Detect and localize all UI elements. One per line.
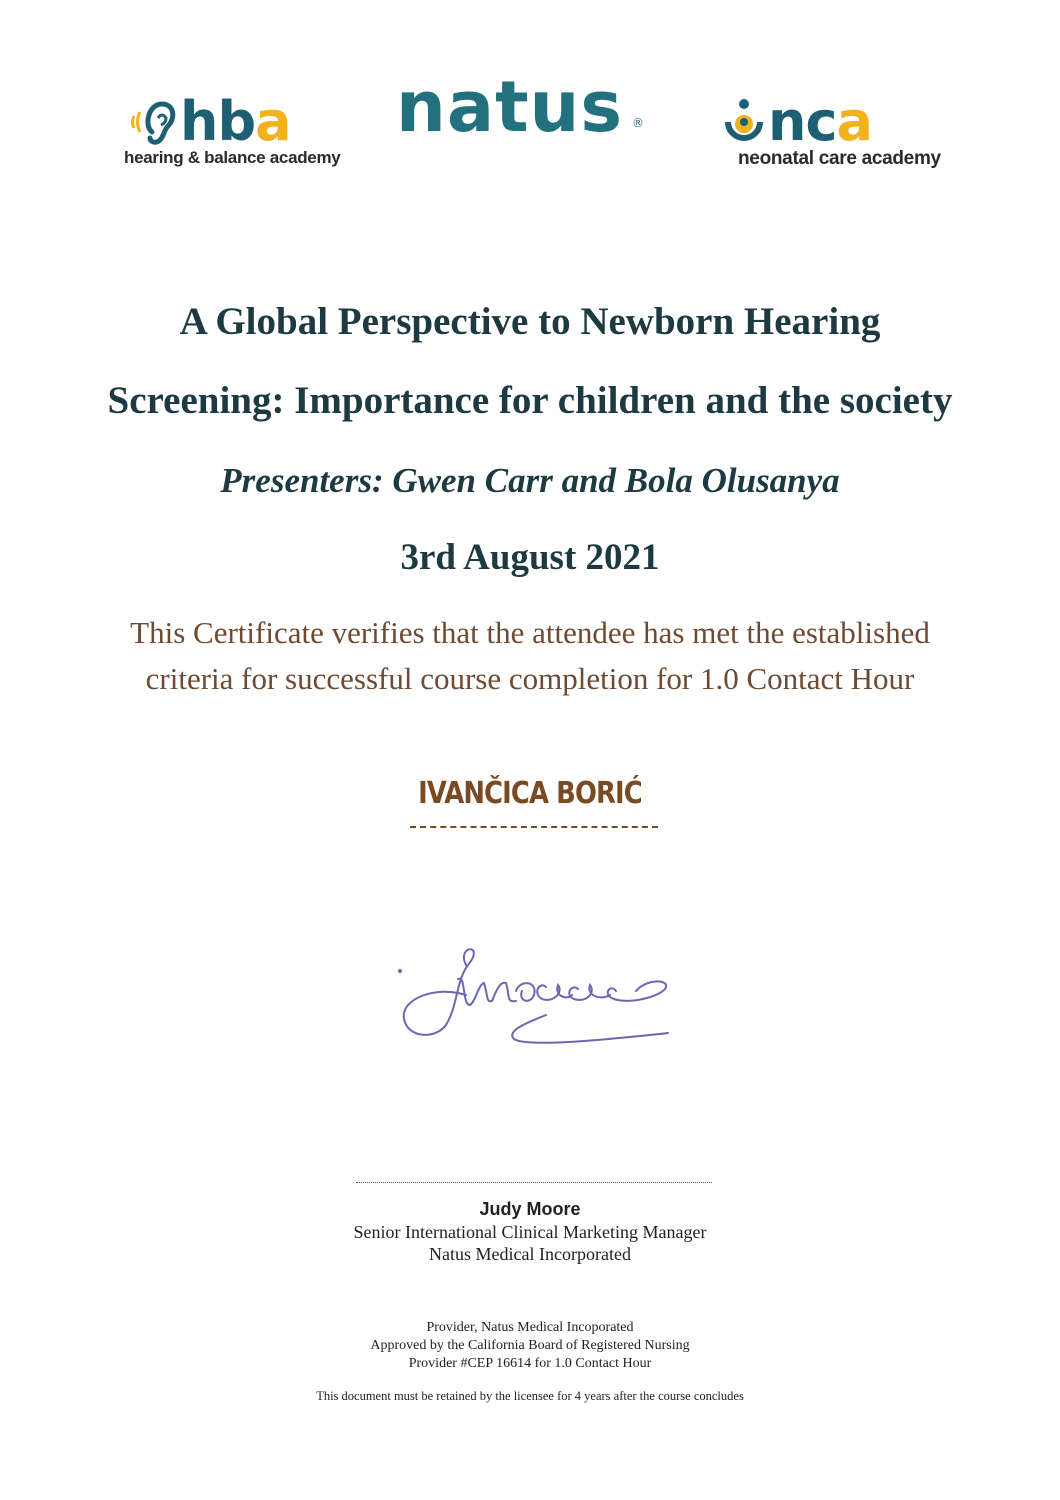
ear-sound-icon [130, 96, 178, 148]
hba-tagline: hearing & balance academy [124, 148, 341, 167]
course-title-line-2: Screening: Importance for children and the society [107, 379, 953, 422]
signer-name: Judy Moore [479, 1199, 581, 1219]
verification-line-1: This Certificate verifies that the attendee has met the established [130, 615, 930, 650]
hba-wordmark [180, 90, 291, 153]
signer-role: Senior International Clinical Marketing Manager [353, 1222, 707, 1242]
nca-tagline: neonatal care academy [738, 148, 941, 169]
signature [396, 935, 686, 1055]
signer-organization: Natus Medical Incorporated [429, 1244, 631, 1264]
retention-notice: This document must be retained by the licensee for 4 years after the course concludes [316, 1389, 744, 1403]
course-date: 3rd August 2021 [400, 537, 660, 578]
presenters: Presenters: Gwen Carr and Bola Olusanya [220, 461, 840, 500]
hba-wordmark-a: a [255, 90, 291, 153]
verification-line-2: criteria for successful course completion for 1.0 Contact Hour [145, 661, 915, 696]
nca-wordmark-a: a [836, 90, 872, 153]
natus-wordmark: natus [396, 66, 624, 148]
attendee-name: IVANČICA BORIĆ [418, 776, 642, 811]
attendee-underline [410, 826, 658, 828]
provider-line-2: Approved by the California Board of Registered Nursing [370, 1338, 690, 1353]
nca-logo [720, 92, 960, 174]
nca-wordmark [768, 90, 872, 153]
provider-line-1: Provider, Natus Medical Incoporated [426, 1320, 634, 1335]
hba-wordmark-hb: hb [180, 90, 256, 153]
signature-line [356, 1182, 712, 1183]
hba-logo [122, 92, 352, 174]
natus-logo [396, 66, 646, 148]
provider-line-3: Provider #CEP 16614 for 1.0 Contact Hour [408, 1356, 652, 1371]
mother-child-icon [722, 98, 766, 144]
course-title-line-1: A Global Perspective to Newborn Hearing [179, 300, 881, 343]
nca-wordmark-nc: nc [768, 90, 837, 153]
natus-registered-mark: ® [632, 116, 644, 130]
